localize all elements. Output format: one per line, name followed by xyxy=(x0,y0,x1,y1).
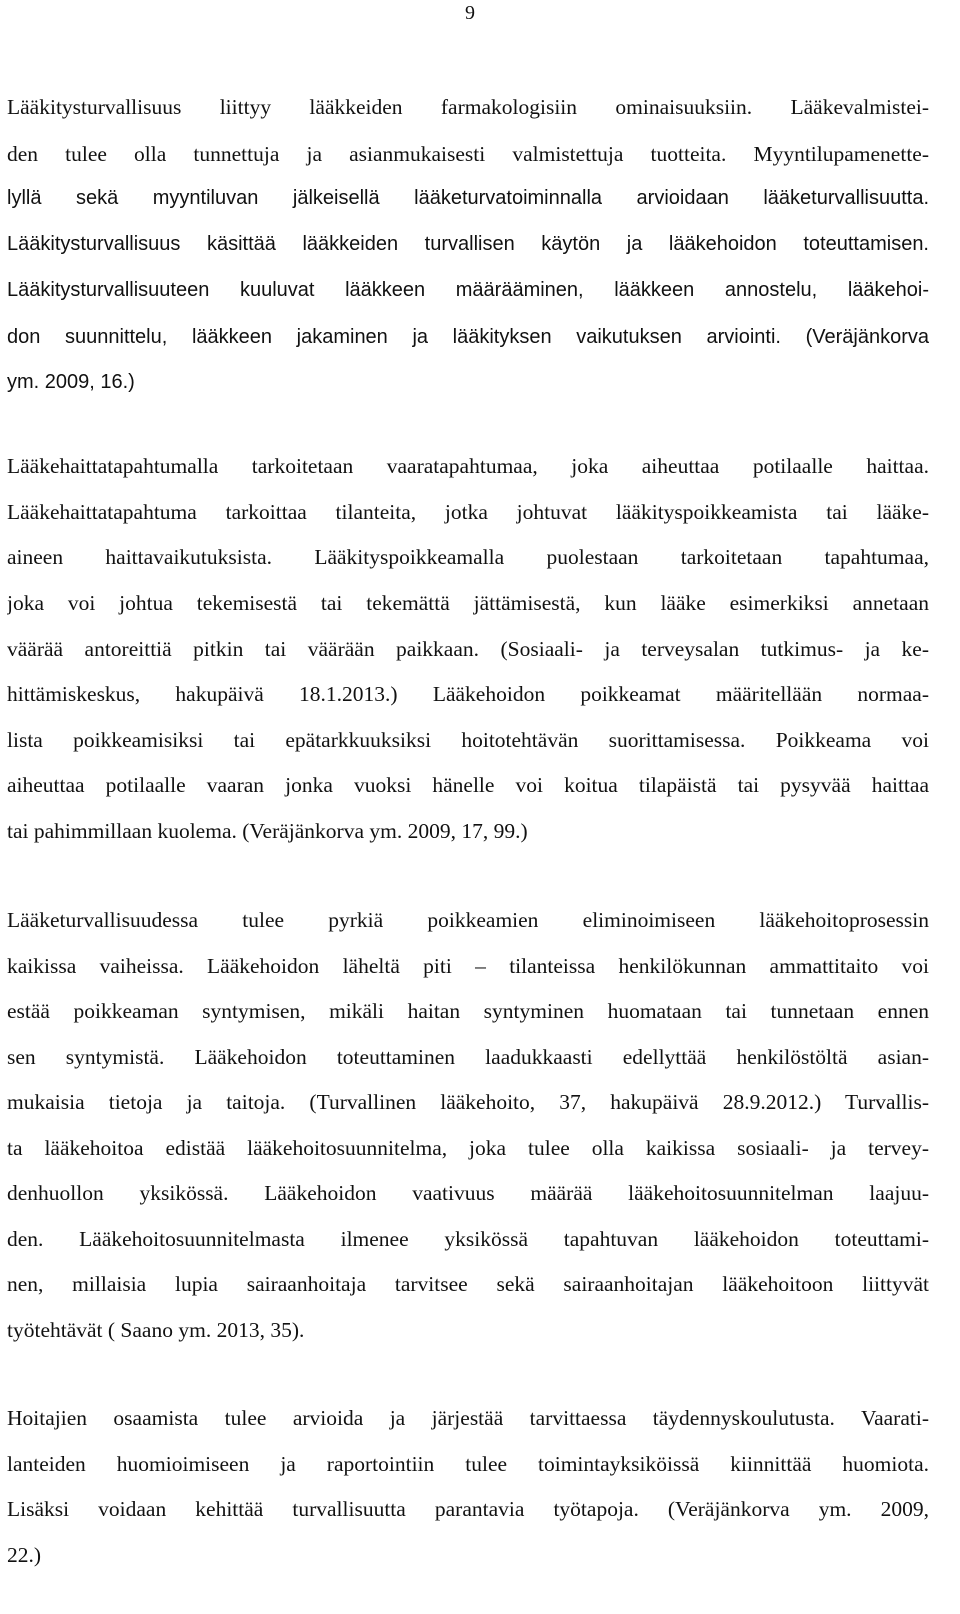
text-line: joka voi johtua tekemisestä tai tekemättä jättämisestä, kun lääke esimerkiksi annetaan xyxy=(7,591,929,615)
text-line: sen syntymistä. Lääkehoidon toteuttaminen laadukkaasti edellyttää henkilöstöltä asian- xyxy=(7,1045,929,1069)
page-number: 9 xyxy=(465,2,475,24)
text-line: hittämiskeskus, hakupäivä 18.1.2013.) Lääkehoidon poikkeamat määritellään normaa- xyxy=(7,682,929,706)
text-line: aineen haittavaikutuksista. Lääkityspoikkeamalla puolestaan tarkoitetaan tapahtumaa, xyxy=(7,545,929,569)
text-line: Lääketurvallisuudessa tulee pyrkiä poikkeamien eliminoimiseen lääkehoitoprosessin xyxy=(7,908,929,932)
text-line: Lääkitysturvallisuus liittyy lääkkeiden farmakologisiin ominaisuuksiin. Lääkevalmistei- xyxy=(7,95,929,119)
text-line: kaikissa vaiheissa. Lääkehoidon läheltä piti – tilanteissa henkilökunnan ammattitaito voi xyxy=(7,954,929,978)
text-line: 22.) xyxy=(7,1543,42,1567)
text-line: väärää antoreittiä pitkin tai väärään paikkaan. (Sosiaali- ja terveysalan tutkimus- ja ke- xyxy=(7,637,929,661)
text-line: don suunnittelu, lääkkeen jakaminen ja lääkityksen vaikutuksen arviointi. (Veräjänkorva xyxy=(7,326,929,348)
text-line: den. Lääkehoitosuunnitelmasta ilmenee yksikössä tapahtuvan lääkehoidon toteuttami- xyxy=(7,1227,929,1251)
text-line: Lääkehaittatapahtumalla tarkoitetaan vaaratapahtumaa, joka aiheuttaa potilaalle haittaa. xyxy=(7,454,929,478)
text-line: denhuollon yksikössä. Lääkehoidon vaativuus määrää lääkehoitosuunnitelman laajuu- xyxy=(7,1181,929,1205)
text-line: aiheuttaa potilaalle vaaran jonka vuoksi hänelle voi koitua tilapäistä tai pysyvää haittaa xyxy=(7,773,929,797)
text-line: nen, millaisia lupia sairaanhoitaja tarvitsee sekä sairaanhoitajan lääkehoitoon liittyvät xyxy=(7,1272,929,1296)
text-line: Lisäksi voidaan kehittää turvallisuutta parantavia työtapoja. (Veräjänkorva ym. 2009, xyxy=(7,1497,929,1521)
text-line: Lääkehaittatapahtuma tarkoittaa tilanteita, jotka johtuvat lääkityspoikkeamista tai lääke- xyxy=(7,500,929,524)
text-line: työtehtävät ( Saano ym. 2013, 35). xyxy=(7,1318,305,1342)
text-line: Lääkitysturvallisuus käsittää lääkkeiden turvallisen käytön ja lääkehoidon toteuttamisen. xyxy=(7,233,929,255)
text-line: ta lääkehoitoa edistää lääkehoitosuunnitelma, joka tulee olla kaikissa sosiaali- ja tervey- xyxy=(7,1136,929,1160)
text-line: lyllä sekä myyntiluvan jälkeisellä lääketurvatoiminnalla arvioidaan lääketurvallisuutta. xyxy=(7,187,929,209)
text-line: Lääkitysturvallisuuteen kuuluvat lääkkeen määrääminen, lääkkeen annostelu, lääkehoi- xyxy=(7,279,929,301)
text-line: estää poikkeaman syntymisen, mikäli haitan syntyminen huomataan tai tunnetaan ennen xyxy=(7,999,929,1023)
text-line: den tulee olla tunnettuja ja asianmukaisesti valmistettuja tuotteita. Myyntilupamenette- xyxy=(7,142,929,166)
text-line: ym. 2009, 16.) xyxy=(7,371,135,393)
text-line: mukaisia tietoja ja taitoja. (Turvallinen lääkehoito, 37, hakupäivä 28.9.2012.) Turvallis- xyxy=(7,1090,929,1114)
text-line: tai pahimmillaan kuolema. (Veräjänkorva ym. 2009, 17, 99.) xyxy=(7,819,528,843)
text-line: Hoitajien osaamista tulee arvioida ja järjestää tarvittaessa täydennyskoulutusta. Vaarati- xyxy=(7,1406,929,1430)
text-line: lista poikkeamisiksi tai epätarkkuuksiksi hoitotehtävän suorittamisessa. Poikkeama voi xyxy=(7,728,929,752)
text-line: lanteiden huomioimiseen ja raportointiin tulee toimintayksiköissä kiinnittää huomiota. xyxy=(7,1452,929,1476)
